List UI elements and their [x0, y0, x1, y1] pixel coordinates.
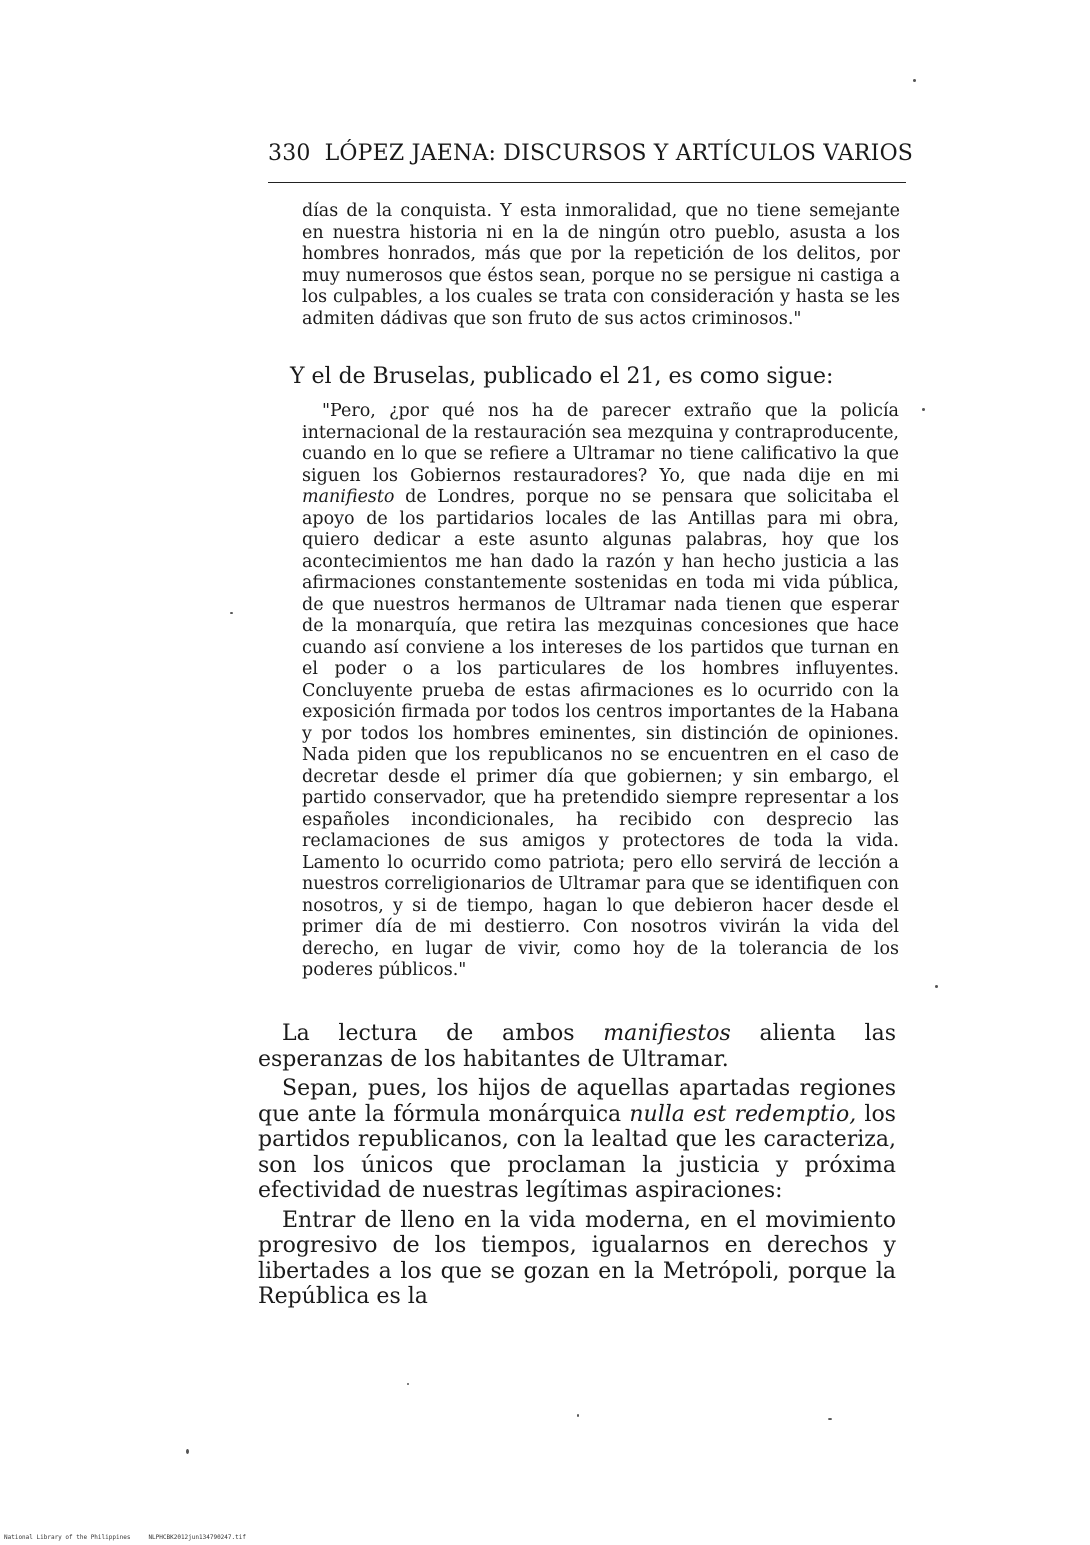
brussels-quote-text: [302, 401, 899, 982]
paragraph-3: Entrar de lleno en la vida moderna, en el movimiento progresivo de los tiempos, igualarnos en derechos y libertades a los que se gozan en la Metrópoli, porque la República es la: [258, 1207, 896, 1309]
paragraph-1-text-b: alienta las esperanzas de los habitantes de Ultramar.: [258, 1021, 896, 1072]
intro-line-text: Y el de Bruselas, publicado el 21, es como sigue:: [290, 364, 834, 389]
scan-speck: [922, 408, 925, 411]
paragraph-1: [258, 1021, 896, 1072]
scan-speck: [407, 1383, 409, 1385]
scan-speck: [913, 79, 916, 82]
brussels-quote: [302, 401, 899, 982]
intro-line: [268, 364, 896, 390]
quote-continuation: [302, 201, 900, 330]
footer-file-id: NLPHCBK2012jun134790247.tif: [148, 1534, 246, 1541]
scan-speck: [935, 985, 938, 988]
brussels-quote-part2: de Londres, porque no se pensara que solicitaba el apoyo de los partidarios locales de las Antillas para mi obra, quiero dedicar a este asunto algunas palabras, hoy que los acontecimientos me han dado la razón y han hecho justicia a las afirmaciones constantemente sostenidas en toda mi vida pública, de que nuestros hermanos de Ultramar nada tienen que esperar de la monarquía, que retira las mezquinas concesiones que hace cuando así conviene a los intereses de los partidos que turnan en el poder o a los particulares de los hombres influyentes. Concluyente prueba de estas afirmaciones es lo ocurrido con la exposición firmada por todos los centros importantes de la Habana y por todos los hombres eminentes, sin distinción de opiniones. Nada piden que los republicanos no se encuentren en el caso de decretar desde el primer día que gobiernen; y sin embargo, el partido conservador, que ha pretendido siempre representar a los españoles incondicionales, ha recibido con desprecio las reclamaciones de sus amigos y protectores de toda la vida. Lamento lo ocurrido como patriota; pero ello servirá de lección a nuestros correligionarios de Ultramar para que se identifiquen con nosotros, y si de tiempo, hagan lo que debieron hacer desde el primer día de mi destierro. Con nosotros vivirán la vida del derecho, en lugar de vivir, como hoy de la tolerancia de los poderes públicos.": [302, 487, 899, 980]
paragraph-1-italic: manifiestos: [603, 1021, 731, 1046]
header-rule: [268, 182, 906, 183]
scan-speck: [828, 1418, 832, 1420]
page-number: 330: [268, 141, 311, 166]
brussels-quote-part1: "Pero, ¿por qué nos ha de parecer extraño que la policía internacional de la restauración sea mezquina y contraproducente, cuando en lo que se refiere a Ultramar no tiene calificativo la que siguen los Gobiernos restauradores? Yo, que nada dije en mi: [302, 401, 899, 486]
scan-speck: [186, 1449, 189, 1454]
paragraph-1-text-a: La lectura de ambos: [282, 1021, 604, 1046]
scan-speck: [577, 1414, 579, 1417]
scan-speck: [230, 612, 233, 614]
scan-footer: [4, 1534, 246, 1541]
footer-library: National Library of the Philippines: [4, 1534, 131, 1541]
paragraph-2-text-a: Sepan, pues, los hijos de aquellas apartadas regiones que ante la fórmula monárquica: [258, 1076, 896, 1127]
paragraph-2-text-b: los partidos republicanos, con la lealtad que les caracteriza, son los únicos que proclaman la justicia y próxima efectividad de nuestras legítimas aspiraciones:: [258, 1101, 896, 1203]
quote-continuation-text: días de la conquista. Y esta inmoralidad, que no tiene semejante en nuestra historia ni en la de ningún otro pueblo, asusta a los hombres honrados, más que por la repetición de los delitos, por muy numerosos que éstos sean, porque no se persigue ni castiga a los culpables, a los cuales se trata con consideración y hasta se les admiten dádivas que son fruto de sus actos criminosos.": [302, 201, 900, 329]
running-header: [268, 141, 914, 166]
paragraph-2-italic: nulla est redemptio,: [629, 1101, 857, 1127]
running-title: LÓPEZ JAENA: DISCURSOS Y ARTÍCULOS VARIOS: [324, 141, 914, 166]
paragraph-2: [258, 1076, 896, 1204]
body-paragraphs: [258, 1021, 896, 1310]
brussels-quote-italic: manifiesto: [302, 487, 395, 507]
